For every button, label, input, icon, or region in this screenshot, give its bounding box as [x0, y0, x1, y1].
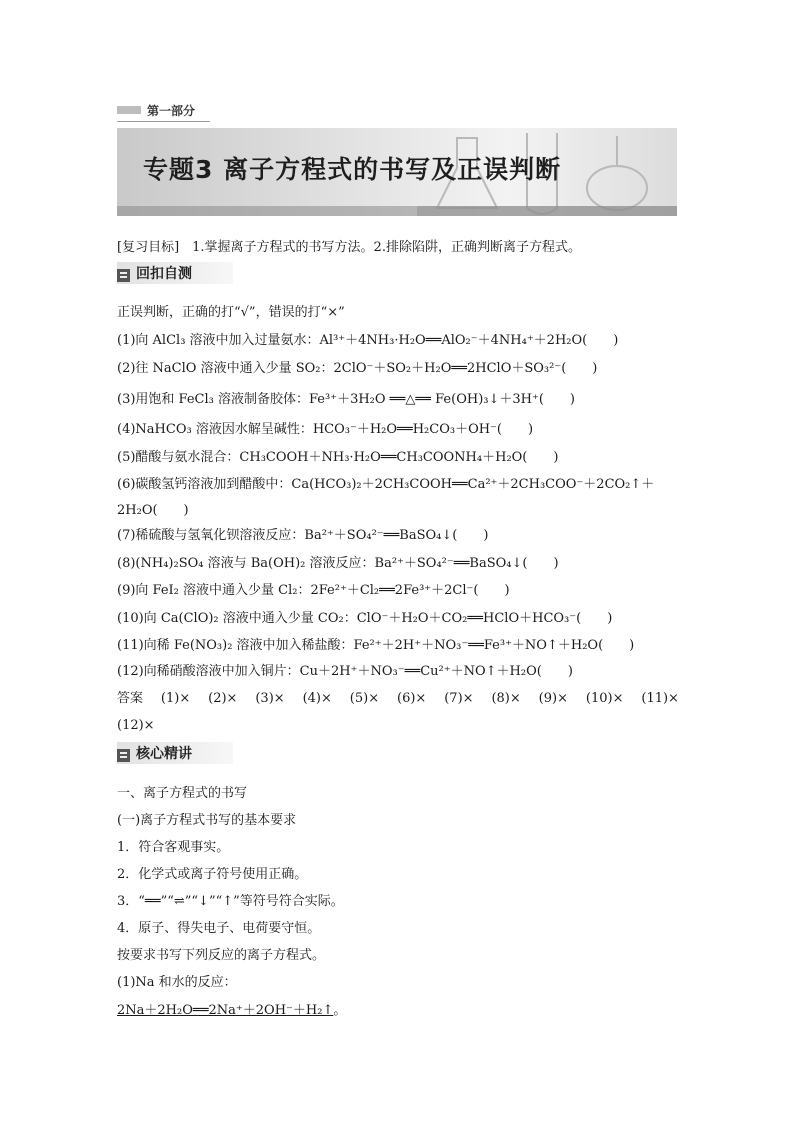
part1-title: 一、离子方程式的书写 — [117, 786, 248, 801]
section-marker-icon — [117, 747, 130, 760]
banner-title: 专题3 离子方程式的书写及正误判断 — [143, 155, 562, 184]
requirement-item: 4．原子、得失电子、电荷要守恒。 — [117, 921, 321, 936]
answer-item: (3)× — [255, 691, 285, 706]
question-item: (8)(NH₄)₂SO₄ 溶液与 Ba(OH)₂ 溶液反应：Ba²⁺＋SO₄²⁻══BaSO₄↓( ) — [117, 556, 559, 571]
question-item: (5)醋酸与氨水混合：CH₃COOH＋NH₃·H₂O══CH₃COONH₄＋H₂O( ) — [117, 450, 559, 465]
part-label-text: 第一部分 — [147, 103, 196, 118]
requirement-item: 2．化学式或离子符号使用正确。 — [117, 867, 308, 882]
answers-row — [117, 690, 679, 708]
banner-band — [117, 206, 677, 216]
question-item: (6)碳酸氢钙溶液加到醋酸中：Ca(HCO₃)₂＋2CH₃COOH══Ca²⁺＋2CH₃COO⁻＋2CO₂↑＋ — [117, 477, 655, 492]
question-item: (1)向 AlCl₃ 溶液中加入过量氨水：Al³⁺＋4NH₃·H₂O══AlO₂⁻＋4NH₄⁺＋2H₂O( ) — [117, 333, 619, 348]
part-label-bar — [117, 106, 141, 114]
answer-item: (6)× — [397, 691, 427, 706]
section1-title: 回扣自测 — [136, 266, 192, 282]
requirement-item: 1．符合客观事实。 — [117, 840, 230, 855]
answer-item: (10)× — [585, 691, 624, 706]
question-item: (7)稀硫酸与氢氧化钡溶液反应：Ba²⁺＋SO₄²⁻══BaSO₄↓( ) — [117, 528, 489, 543]
question-item: (3)用饱和 FeCl₃ 溶液制备胶体：Fe³⁺＋3H₂O ══△══ Fe(OH)₃↓＋3H⁺( ) — [117, 392, 575, 407]
review-goal: [复习目标] 1.掌握离子方程式的书写方法。2.排除陷阱，正确判断离子方程式。 — [117, 240, 581, 255]
example1-end: 。 — [333, 1003, 347, 1018]
example1-answer-line — [117, 1002, 682, 1020]
answer-item: (9)× — [538, 691, 568, 706]
part-label — [117, 100, 195, 120]
section1-heading — [117, 262, 192, 284]
section2-heading — [117, 742, 192, 764]
question-item: (11)向稀 Fe(NO₃)₂ 溶液中加入稀盐酸：Fe²⁺＋2H⁺＋NO₃⁻══Fe³⁺＋NO↑＋H₂O( ) — [117, 638, 635, 653]
answer-item: (7)× — [444, 691, 474, 706]
section2-title: 核心精讲 — [136, 746, 192, 762]
question-item: (9)向 FeI₂ 溶液中通入少量 Cl₂：2Fe²⁺＋Cl₂══2Fe³⁺＋2Cl⁻( ) — [117, 583, 510, 598]
answer-item: (11)× — [641, 691, 679, 706]
part-underline — [117, 121, 210, 122]
question-item: (4)NaHCO₃ 溶液因水解呈碱性：HCO₃⁻＋H₂O══H₂CO₃＋OH⁻( ) — [117, 422, 534, 437]
example1-label: (1)Na 和水的反应： — [117, 975, 237, 990]
section-marker-icon — [117, 267, 130, 280]
question-item: (2)往 NaClO 溶液中通入少量 SO₂：2ClO⁻＋SO₂＋H₂O══2HClO＋SO₃²⁻( ) — [117, 361, 598, 376]
answer-item-last: (12)× — [117, 718, 155, 733]
question-item-continued: 2H₂O( ) — [117, 503, 189, 518]
instruction-text: 正误判断，正确的打“√”，错误的打“×” — [117, 305, 345, 320]
answers-label: 答案 — [117, 691, 144, 706]
answer-item: (4)× — [302, 691, 332, 706]
topic-banner — [117, 128, 677, 216]
task-instruction: 按要求书写下列反应的离子方程式。 — [117, 948, 326, 963]
question-item: (12)向稀硝酸溶液中加入铜片：Cu＋2H⁺＋NO₃⁻══Cu²⁺＋NO↑＋H₂O( ) — [117, 664, 573, 679]
answer-item: (8)× — [491, 691, 521, 706]
example1-answer: 2Na＋2H₂O══2Na⁺＋2OH⁻＋H₂↑ — [117, 1003, 334, 1018]
answer-item: (5)× — [349, 691, 380, 706]
answer-item: (1)× — [160, 691, 191, 706]
answer-item: (2)× — [208, 691, 238, 706]
sub1-title: (一)离子方程式书写的基本要求 — [117, 813, 297, 828]
question-item: (10)向 Ca(ClO)₂ 溶液中通入少量 CO₂：ClO⁻＋H₂O＋CO₂══HClO＋HCO₃⁻( ) — [117, 611, 613, 626]
requirement-item: 3．“══”“⇌”“↓”“↑”等符号符合实际。 — [117, 894, 344, 909]
